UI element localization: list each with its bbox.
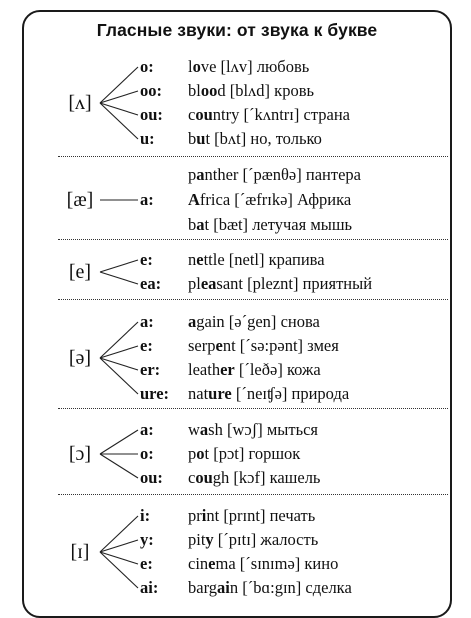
translation: кожа — [286, 360, 321, 379]
word-suffix: t — [205, 129, 211, 148]
word-highlight: e — [215, 336, 223, 355]
example-word — [188, 274, 243, 293]
example-word — [188, 554, 236, 573]
word-prefix: b — [188, 129, 197, 148]
word-row — [140, 505, 315, 527]
word-suffix: nt — [206, 506, 220, 525]
translation: мыться — [266, 420, 319, 439]
sound-symbol: [æ] — [66, 189, 94, 211]
word-prefix: leath — [188, 360, 221, 379]
transcription: [ˊpænθə] — [242, 165, 302, 184]
word-suffix: d — [217, 81, 226, 100]
word-highlight: ai — [217, 578, 230, 597]
translation: любовь — [256, 57, 310, 76]
spelling-letter: ea: — [140, 274, 162, 293]
word-suffix: gain — [196, 312, 225, 331]
spelling-letter: o: — [140, 57, 154, 76]
transcription: [prɪnt] — [223, 506, 266, 525]
example-word — [188, 360, 235, 379]
transcription: [lʌv] — [220, 57, 253, 76]
word-prefix: c — [188, 468, 196, 487]
translation: приятный — [302, 274, 373, 293]
spelling-letter: ai: — [140, 578, 159, 597]
translation: крапива — [268, 250, 325, 269]
spelling-letter: a: — [140, 420, 154, 439]
word-highlight: u — [196, 129, 206, 148]
word-suffix: nt — [222, 336, 236, 355]
group-separator — [58, 239, 448, 240]
word-row — [140, 249, 325, 271]
example-word — [188, 250, 225, 269]
example-word — [188, 444, 209, 463]
word-suffix: gh — [212, 468, 230, 487]
example-word — [188, 468, 229, 487]
word-highlight: a — [196, 165, 205, 184]
word-prefix: b — [188, 215, 197, 234]
word-prefix: c — [188, 105, 196, 124]
word-highlight: ou — [195, 105, 213, 124]
translation: страна — [303, 105, 350, 124]
example-word — [188, 81, 226, 100]
group-separator — [58, 299, 448, 300]
word-highlight: o — [196, 444, 205, 463]
word-highlight: er — [220, 360, 235, 379]
word-suffix: sant — [216, 274, 244, 293]
word-row — [140, 273, 372, 295]
sound-symbol: [e] — [68, 261, 92, 283]
word-row — [140, 553, 338, 575]
transcription: [ˊsə:pənt] — [239, 336, 304, 355]
spelling-letter: ure: — [140, 384, 170, 403]
page-title: Гласные звуки: от звука к букве — [96, 20, 378, 40]
translation: кровь — [274, 81, 315, 100]
word-suffix: t — [204, 444, 210, 463]
transcription: [wɔʃ] — [226, 420, 263, 439]
word-prefix: serp — [188, 336, 216, 355]
word-prefix: pr — [188, 506, 202, 525]
translation: пантера — [305, 165, 361, 184]
word-highlight: e — [196, 250, 204, 269]
word-highlight: a — [196, 215, 205, 234]
example-word — [188, 215, 209, 234]
word-highlight: A — [188, 190, 200, 209]
word-row — [140, 443, 300, 465]
word-prefix: barg — [188, 578, 218, 597]
spelling-letter: ou: — [140, 468, 163, 487]
spelling-letter: u: — [140, 129, 155, 148]
transcription: [ˊbɑ:gɪn] — [242, 578, 302, 597]
transcription: [əˊgen] — [228, 312, 277, 331]
word-prefix: nat — [188, 384, 209, 403]
translation: кашель — [269, 468, 321, 487]
word-row — [140, 311, 320, 333]
translation: печать — [269, 506, 316, 525]
example-word — [188, 57, 216, 76]
example-word — [188, 336, 236, 355]
word-suffix: sh — [208, 420, 223, 439]
word-prefix: p — [188, 444, 197, 463]
translation: снова — [280, 312, 320, 331]
translation: жалость — [260, 530, 319, 549]
translation: природа — [291, 384, 350, 403]
example-word — [188, 420, 223, 439]
transcription: [ˊleðə] — [238, 360, 283, 379]
word-highlight: ure — [208, 384, 232, 403]
word-row — [140, 359, 321, 381]
example-word — [188, 530, 214, 549]
spelling-letter: a: — [140, 190, 154, 209]
spelling-letter: e: — [140, 554, 153, 573]
transcription: [pleznt] — [247, 274, 299, 293]
spelling-letter: oo: — [140, 81, 162, 100]
word-prefix: p — [188, 165, 197, 184]
transcription: [bæt] — [213, 215, 249, 234]
word-highlight: i — [201, 506, 207, 525]
translation: змея — [307, 336, 339, 355]
word-row — [140, 128, 322, 150]
group-separator — [58, 156, 448, 157]
example-word — [188, 578, 238, 597]
word-row — [140, 56, 309, 78]
transcription: [bʌt] — [214, 129, 247, 148]
word-suffix: ttle — [203, 250, 225, 269]
sound-symbol: [ɔ] — [68, 443, 92, 465]
transcription: [ˊkʌntrɪ] — [243, 105, 300, 124]
word-highlight: ea — [200, 274, 217, 293]
spelling-letter: ou: — [140, 105, 163, 124]
transcription: [kɔf] — [233, 468, 266, 487]
example-word — [188, 190, 230, 209]
word-prefix: w — [188, 420, 200, 439]
example-word — [188, 129, 210, 148]
word-prefix: pl — [188, 274, 201, 293]
word-row — [140, 577, 352, 599]
word-prefix: n — [188, 250, 197, 269]
spelling-letter: o: — [140, 444, 154, 463]
translation: кино — [304, 554, 339, 573]
translation: сделка — [305, 578, 352, 597]
transcription: [ˊsɪnɪmə] — [239, 554, 301, 573]
word-row — [140, 214, 352, 236]
word-row — [140, 104, 350, 126]
spelling-letter: e: — [140, 336, 153, 355]
transcription: [ˊneɪʧə] — [235, 384, 288, 403]
example-word — [188, 165, 238, 184]
word-prefix: l — [188, 57, 193, 76]
example-word — [188, 384, 232, 403]
group-separator — [58, 408, 448, 409]
word-suffix: t — [204, 215, 210, 234]
translation: Африка — [297, 190, 352, 209]
spelling-letter: e: — [140, 250, 153, 269]
sound-symbol: [ʌ] — [68, 92, 92, 114]
word-highlight: a — [199, 420, 209, 439]
transcription: [ˊpɪtɪ] — [217, 530, 257, 549]
word-prefix: pit — [188, 530, 206, 549]
word-row — [140, 189, 351, 211]
translation: летучая мышь — [252, 215, 353, 234]
word-row — [140, 467, 320, 489]
spelling-letter: y: — [140, 530, 154, 549]
group-separator — [58, 494, 448, 495]
sound-symbol: [ɪ] — [70, 541, 90, 563]
spelling-letter: i: — [140, 506, 151, 525]
word-prefix: cin — [188, 554, 209, 573]
word-highlight: oo — [200, 81, 218, 100]
spelling-letter: er: — [140, 360, 161, 379]
translation: но, только — [250, 129, 322, 148]
transcription: [ˊæfrɪkə] — [234, 190, 293, 209]
word-row — [140, 419, 318, 441]
transcription: [netl] — [228, 250, 265, 269]
word-row — [140, 335, 339, 357]
word-row — [140, 383, 349, 405]
word-prefix: bl — [188, 81, 201, 100]
example-word — [188, 312, 225, 331]
word-suffix: n — [229, 578, 239, 597]
word-highlight: ou — [195, 468, 213, 487]
word-suffix: ve — [200, 57, 217, 76]
word-highlight: o — [192, 57, 201, 76]
translation: горшок — [248, 444, 301, 463]
word-highlight: e — [208, 554, 216, 573]
word-suffix: ntry — [212, 105, 240, 124]
transcription: [blʌd] — [229, 81, 271, 100]
transcription: [pɔt] — [213, 444, 245, 463]
example-word — [188, 506, 219, 525]
word-row — [140, 80, 314, 102]
word-highlight: y — [205, 530, 214, 549]
word-suffix: frica — [199, 190, 231, 209]
spelling-letter: a: — [140, 312, 154, 331]
word-highlight: a — [188, 312, 197, 331]
word-row — [140, 529, 318, 551]
example-word — [188, 105, 239, 124]
word-suffix: ma — [215, 554, 236, 573]
word-row — [140, 164, 361, 186]
word-suffix: nther — [204, 165, 239, 184]
sound-symbol: [ə] — [68, 347, 92, 369]
